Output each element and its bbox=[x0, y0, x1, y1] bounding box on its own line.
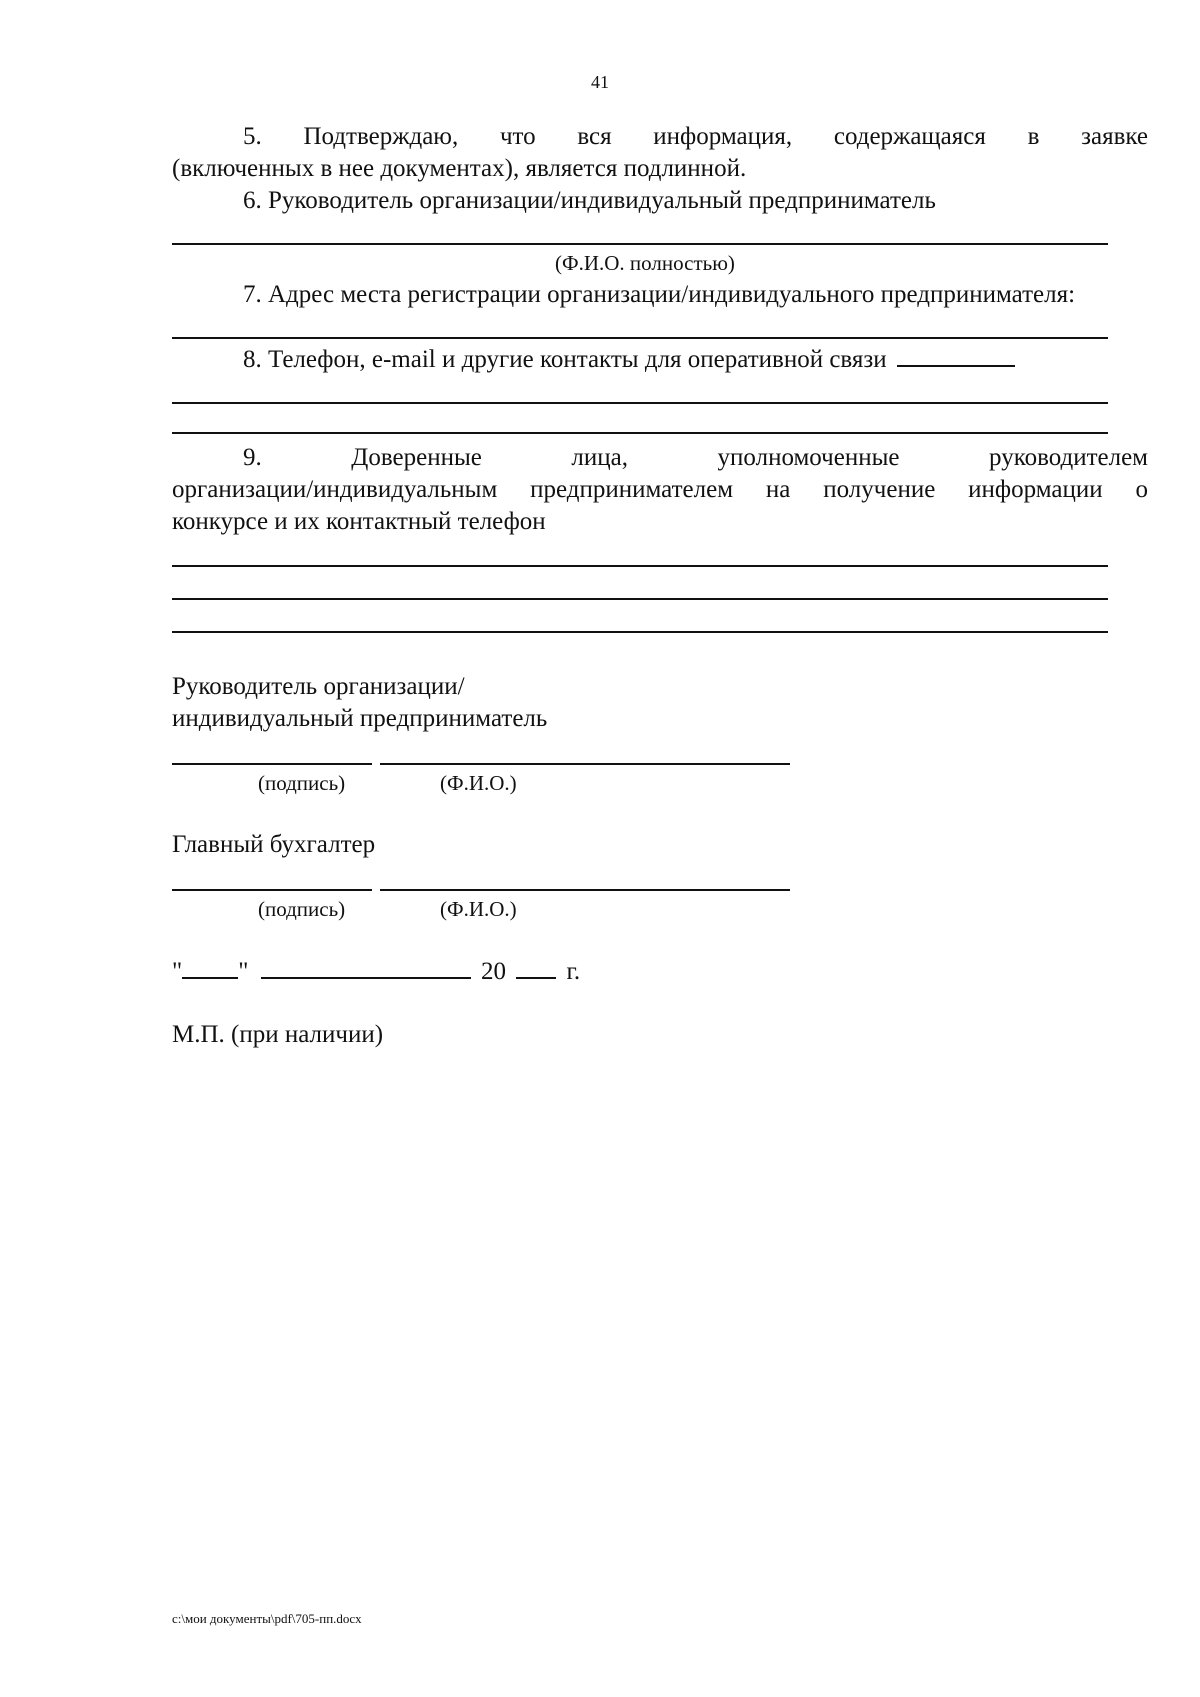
item8-fill-line-2 bbox=[172, 432, 1108, 434]
item9-fill-line-1 bbox=[172, 565, 1108, 567]
signature-accountant-title: Главный бухгалтер bbox=[172, 831, 376, 858]
item9-fill-line-2 bbox=[172, 598, 1108, 600]
accountant-signature-line bbox=[172, 889, 372, 891]
date-close-quote: " bbox=[238, 958, 249, 985]
item5-line1: 5. Подтверждаю, что вся информация, содержащаяся в заявке bbox=[243, 123, 1148, 150]
item9-fill-line-3 bbox=[172, 631, 1108, 633]
item5-line2: (включенных в нее документах), является подлинной. bbox=[172, 155, 747, 182]
date-year-blank bbox=[516, 955, 556, 979]
date-open-quote: " bbox=[172, 958, 183, 985]
stamp-note: М.П. (при наличии) bbox=[172, 1021, 384, 1048]
item8-fill-line-1 bbox=[172, 402, 1108, 404]
signature-head-title-line1: Руководитель организации/ bbox=[172, 673, 465, 700]
date-month-blank bbox=[261, 955, 471, 979]
footer-file-path: c:\мои документы\pdf\705-пп.docx bbox=[172, 1611, 362, 1626]
date-day-blank bbox=[182, 955, 238, 979]
item9-line2: организации/индивидуальным предпринимателем на получение информации о bbox=[172, 476, 1148, 503]
item9-line1: 9. Доверенные лица, уполномоченные руководителем bbox=[243, 444, 1148, 471]
date-line bbox=[172, 955, 1148, 988]
item7-fill-line bbox=[172, 337, 1108, 339]
item9-line3: конкурсе и их контактный телефон bbox=[172, 508, 546, 535]
accountant-signature-caption: (подпись) bbox=[258, 897, 346, 921]
item8-label: 8. Телефон, e-mail и другие контакты для оперативной связи bbox=[243, 346, 887, 373]
head-signature-caption: (подпись) bbox=[258, 771, 346, 795]
item8-text bbox=[172, 343, 1148, 376]
page-number: 41 bbox=[591, 72, 609, 92]
date-year-suffix: г. bbox=[566, 958, 581, 985]
item6-caption: (Ф.И.О. полностью) bbox=[555, 251, 735, 275]
item6-fill-line bbox=[172, 243, 1108, 245]
item8-inline-blank bbox=[897, 343, 1015, 367]
head-name-caption: (Ф.И.О.) bbox=[440, 771, 517, 795]
head-name-line bbox=[380, 763, 790, 765]
item6-text: 6. Руководитель организации/индивидуальный предприниматель bbox=[243, 187, 936, 214]
signature-head-title-line2: индивидуальный предприниматель bbox=[172, 705, 548, 732]
head-signature-line bbox=[172, 763, 372, 765]
accountant-name-caption: (Ф.И.О.) bbox=[440, 897, 517, 921]
item7-text: 7. Адрес места регистрации организации/индивидуального предпринимателя: bbox=[243, 281, 1076, 308]
date-year-prefix: 20 bbox=[480, 958, 506, 985]
accountant-name-line bbox=[380, 889, 790, 891]
